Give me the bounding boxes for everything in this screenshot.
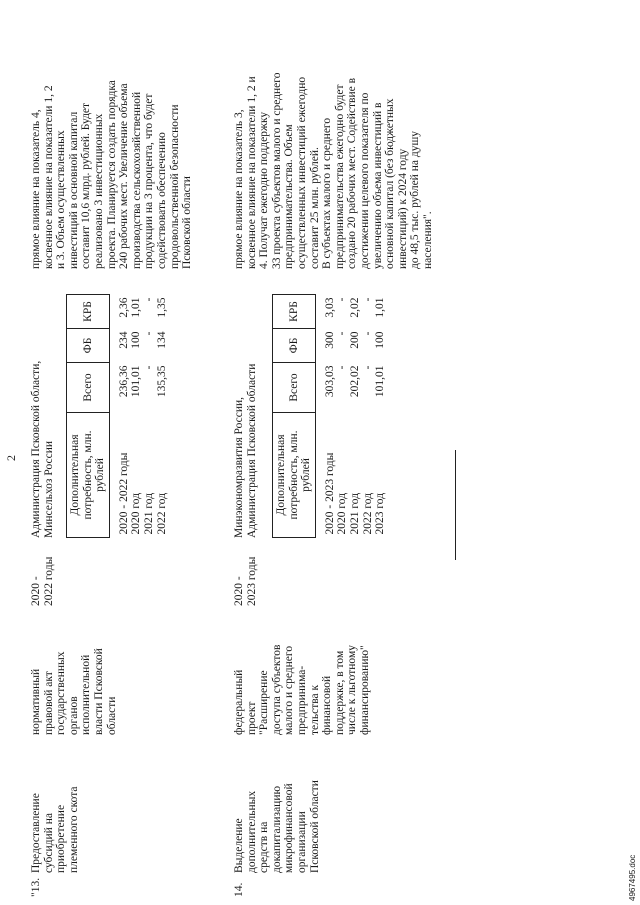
finance-header-total: Всего <box>67 363 110 413</box>
finance-row-krb: - <box>142 297 155 302</box>
finance-row-label: 2020 год <box>130 492 143 535</box>
finance-row-total: 303,03 <box>323 365 336 398</box>
finance-row-label: 2020 год <box>336 492 349 535</box>
row-14-expected-effect: прямое влияние на показатель 3, косвенное влияние на показатели 1, 2 и 4. Получат ежегодно поддержку 33 проекта субъектов малого и среднего предпринимательства. Объем осуществленных инвестиций ежегодно составит 25 млн. рублей. В субъектах малого и среднего предпринимательства ежегодно будет создано 20 рабочих мест. Содействие в достижении целевого показателя по увеличению объема инвестиций в основной капитал (без бюджетных инвестиций) к 2024 году до 48,5 тыс. рублей на душу населения". <box>233 72 434 269</box>
finance-row-krb: 1,01 <box>130 297 143 318</box>
finance-row-total: - <box>336 365 349 370</box>
finance-header-krb: КРБ <box>273 295 316 329</box>
finance-header-krb: КРБ <box>67 295 110 329</box>
finance-row-label: 2021 год <box>142 492 155 535</box>
finance-row <box>143 295 156 538</box>
row-13-executors: Администрация Псковской области, Минсельхоз России <box>30 360 55 538</box>
row-14-finance-table <box>272 294 387 538</box>
finance-row-total: 236,36 <box>117 365 130 398</box>
finance-row-krb: 1,01 <box>374 297 387 318</box>
finance-row-total: - <box>361 365 374 370</box>
finance-row <box>336 295 349 538</box>
row-13-finance-table <box>66 294 168 538</box>
finance-row-total: 135,35 <box>155 365 168 398</box>
row-14-measure-name: Выделение дополнительных средств на докапитализацию микрофинансовой организации Псковской области <box>233 780 321 873</box>
row-13-period: 2020 - 2022 годы <box>30 556 55 606</box>
finance-row-total: 202,02 <box>348 365 361 398</box>
finance-row-fb: - <box>336 331 349 336</box>
row-14-executors: Минэкономразвития России, Администрация Псковской области <box>233 363 258 538</box>
row-13-number: "13. <box>30 877 42 897</box>
finance-row <box>130 295 143 538</box>
finance-row <box>362 295 375 538</box>
finance-row-fb: 100 <box>130 331 143 349</box>
finance-row-label: 2021 год <box>348 492 361 535</box>
finance-row-krb: 1,35 <box>155 297 168 318</box>
finance-row <box>109 295 130 538</box>
finance-row-krb: 2,36 <box>117 297 130 318</box>
page-number: 2 <box>4 455 18 461</box>
finance-row-label: 2020 - 2022 годы <box>117 452 130 535</box>
finance-row-krb: - <box>361 297 374 302</box>
finance-row-krb: 3,03 <box>323 297 336 318</box>
row-13-expected-effect: прямое влияние на показатель 4, косвенное влияние на показатели 1, 2 и 3. Объем осуществленных инвестиций в основной капитал составит 10,6 млрд. рублей. Будет реализовано 3 инвестиционных проекта. Планируется создать порядка 240 рабочих мест. Увеличение объема производства сельскохозяйственной продукции на 3 процента, что будет содействовать обеспечению продовольственной безопасности Псковской области <box>30 80 194 269</box>
finance-row <box>349 295 362 538</box>
finance-row-fb: 100 <box>374 331 387 349</box>
finance-row <box>156 295 169 538</box>
file-footer: 4967495.doc <box>628 854 637 901</box>
finance-row-fb: - <box>142 331 155 336</box>
row-14-number: 14. <box>233 882 245 897</box>
row-14-period: 2020 - 2023 годы <box>233 556 258 606</box>
finance-header-total: Всего <box>273 363 316 413</box>
finance-row-fb: 134 <box>155 331 168 349</box>
finance-row-total: - <box>142 365 155 370</box>
finance-row-total: 101,01 <box>374 365 387 398</box>
finance-row <box>374 295 387 538</box>
row-13-measure-name: Предоставление субсидий на приобретение племенного скота <box>30 786 80 873</box>
row-14-legal-basis: федеральный проект "Расширение доступа субъектов малого и среднего предпринима- тельства к финансовой поддержке, в том числе к льготному финансированию" <box>233 644 371 735</box>
finance-row-fb: - <box>361 331 374 336</box>
finance-header-need: Дополнительная потребность, млн. рублей <box>67 413 110 538</box>
finance-row-fb: 234 <box>117 331 130 349</box>
finance-row-fb: 300 <box>323 331 336 349</box>
finance-row-label: 2023 год <box>374 492 387 535</box>
finance-header-fb: ФБ <box>273 329 316 363</box>
finance-row-krb: 2,02 <box>348 297 361 318</box>
closing-separator-line <box>455 450 456 560</box>
finance-row <box>315 295 336 538</box>
finance-header-need: Дополнительная потребность, млн. рублей <box>273 413 316 538</box>
finance-row-krb: - <box>336 297 349 302</box>
finance-row-total: 101,01 <box>130 365 143 398</box>
finance-header-fb: ФБ <box>67 329 110 363</box>
finance-row-label: 2022 год <box>155 492 168 535</box>
finance-row-fb: 200 <box>348 331 361 349</box>
row-13-legal-basis: нормативный правовой акт государственных органов исполнительной власти Псковской области <box>30 648 118 735</box>
finance-row-label: 2020 - 2023 годы <box>323 452 336 535</box>
finance-row-label: 2022 год <box>361 492 374 535</box>
